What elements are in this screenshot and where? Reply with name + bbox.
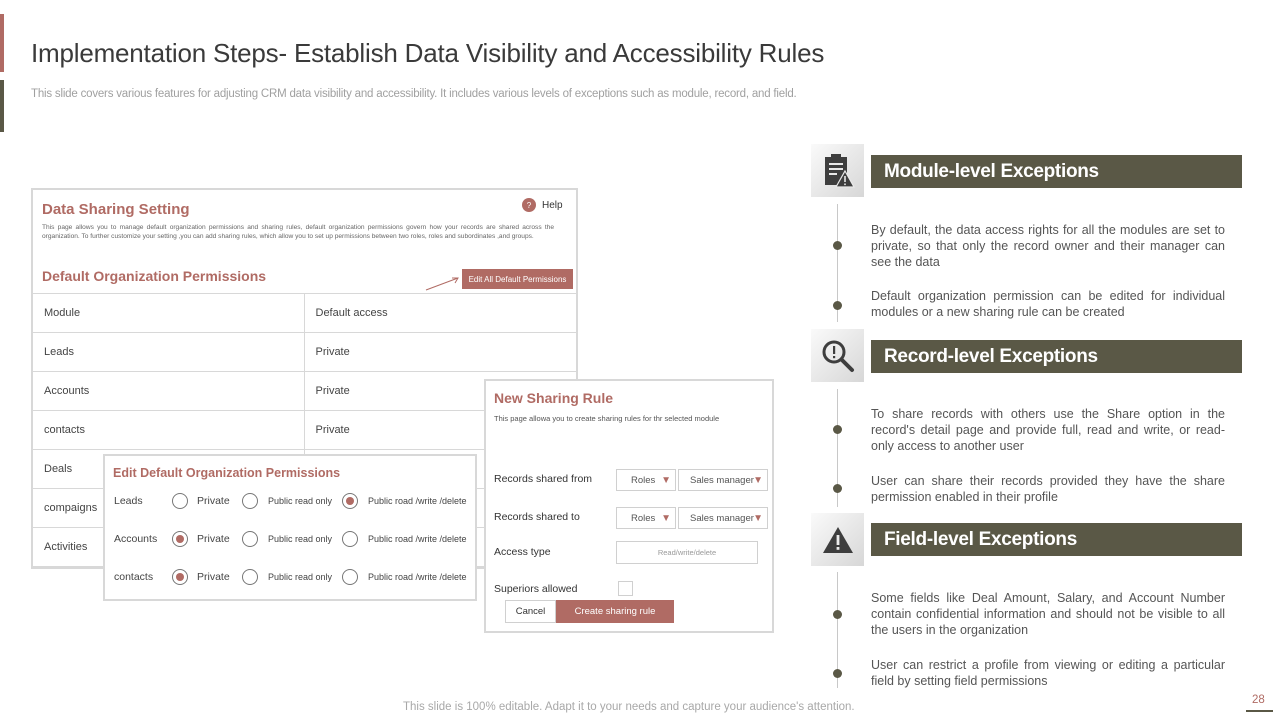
help-link[interactable] [522,198,563,212]
warning-icon [821,525,855,555]
edit-row-leads [114,491,467,511]
edit-row-contacts [114,567,467,587]
records-to-user-select[interactable] [678,507,768,529]
access-type-field[interactable]: Read/write/delete [616,541,758,564]
default-permissions-heading: Default Organization Permissions [42,268,267,284]
cancel-button[interactable]: Cancel [505,600,556,623]
access-type-label: Access type [494,546,551,558]
select-value: Sales manager [690,474,754,486]
option-label: Private [197,533,230,545]
new-sharing-rule-panel [484,379,774,633]
radio-public-read[interactable] [242,531,258,547]
module-level-header: Module-level Exceptions [871,155,1242,188]
select-value: Sales manager [690,512,754,524]
field-level-header: Field-level Exceptions [871,523,1242,556]
option-label: Private [197,571,230,583]
bullet-dot [833,241,842,250]
records-from-role-select[interactable] [616,469,676,491]
edit-all-permissions-button[interactable]: Edit All Default Permissions [462,269,573,289]
radio-private[interactable] [172,531,188,547]
records-from-label: Records shared from [494,473,593,485]
table-header-cell: Default access [304,294,576,333]
records-to-role-select[interactable] [616,507,676,529]
module-bullet-1: By default, the data access rights for all the modules are set to private, so that only the record owner and their manager can see the data [871,223,1225,269]
create-sharing-rule-button[interactable]: Create sharing rule [556,600,674,623]
select-value: Roles [631,512,656,524]
magnifier-icon [821,339,855,373]
table-row [33,333,576,372]
radio-public-read-write-delete[interactable] [342,531,358,547]
table-header-cell: Module [33,294,304,333]
module-cell: Accounts [33,372,304,411]
field-icon-box [811,513,864,566]
module-cell: compaigns [33,489,304,528]
data-sharing-heading: Data Sharing Setting [42,201,190,218]
radio-public-read[interactable] [242,569,258,585]
edit-permissions-heading: Edit Default Organization Permissions [113,466,341,480]
bullet-dot [833,610,842,619]
option-label: Public read only [268,534,333,544]
dropdown-caret-icon: ▼ [661,475,671,486]
option-label: Public road /write /delete [368,496,467,506]
records-to-label: Records shared to [494,511,580,523]
sharing-rule-heading: New Sharing Rule [494,390,614,406]
pointer-arrow-icon [425,276,461,292]
radio-private[interactable] [172,569,188,585]
help-label: Help [542,199,563,211]
accent-bar-dark [0,80,4,132]
records-from-user-select[interactable] [678,469,768,491]
bullet-dot [833,669,842,678]
record-bullet-2: User can share their records provided they have the share permission enabled in their profile [871,474,1225,504]
footer-note: This slide is 100% editable. Adapt it to your needs and capture your audience's attention. [403,701,855,713]
field-bullet-1: Some fields like Deal Amount, Salary, and Account Number contain confidential information and should not be visible to all the users in the organization [871,591,1225,637]
record-level-header: Record-level Exceptions [871,340,1242,373]
slide-subtitle: This slide covers various features for adjusting CRM data visibility and accessibility. It includes various levels of exceptions such as module, record, and field. [31,88,797,100]
dropdown-caret-icon: ▼ [661,513,671,524]
superiors-allowed-checkbox[interactable] [618,581,633,596]
module-cell: Leads [33,333,304,372]
row-label: Accounts [114,533,158,545]
record-bullet-1: To share records with others use the Share option in the record's detail page and provide full, read and write, or read-only access to another user [871,407,1225,453]
dropdown-caret-icon: ▼ [753,475,763,486]
module-cell: Activities [33,528,304,567]
data-sharing-description: This page allows you to manage default organization permissions and sharing rules, default organization permissions govern how your records are shared across the organization. To further customize your setting ,you can add sharing rules, which allow you to set up permissions between two roles, roles and subordinates ,and groups. [42,224,554,240]
table-header-row [33,294,576,333]
bullet-dot [833,425,842,434]
radio-private[interactable] [172,493,188,509]
page-number: 28 [1252,694,1265,706]
option-label: Public read only [268,496,333,506]
row-label: contacts [114,571,154,583]
record-icon-box [811,329,864,382]
radio-public-read-write-delete[interactable] [342,493,358,509]
superiors-allowed-label: Superiors allowed [494,583,578,595]
page-number-underline [1246,710,1273,712]
help-icon: ? [522,198,536,212]
access-cell: Private [304,411,576,450]
access-cell: Private [304,333,576,372]
row-label: Leads [114,495,143,507]
option-label: Public road /write /delete [368,572,467,582]
radio-public-read[interactable] [242,493,258,509]
option-label: Public road /write /delete [368,534,467,544]
edit-row-accounts [114,529,467,549]
radio-public-read-write-delete[interactable] [342,569,358,585]
dropdown-caret-icon: ▼ [753,513,763,524]
field-bullet-2: User can restrict a profile from viewing or editing a particular field by setting field permissions [871,658,1225,688]
module-icon-box [811,144,864,197]
bullet-dot [833,301,842,310]
clipboard-warning-icon [821,153,855,189]
access-cell: Private [304,372,576,411]
option-label: Public read only [268,572,333,582]
sharing-rule-description: This page allowa you to create sharing rules for thr selected module [494,414,720,423]
accent-bar [0,14,4,72]
module-bullet-2: Default organization permission can be edited for individual modules or a new sharing rule can be created [871,289,1225,319]
module-cell: contacts [33,411,304,450]
option-label: Private [197,495,230,507]
edit-permissions-panel [103,454,477,601]
module-cell: Deals [33,450,304,489]
bullet-dot [833,484,842,493]
slide-title: Implementation Steps- Establish Data Visibility and Accessibility Rules [31,38,825,68]
select-value: Roles [631,474,656,486]
